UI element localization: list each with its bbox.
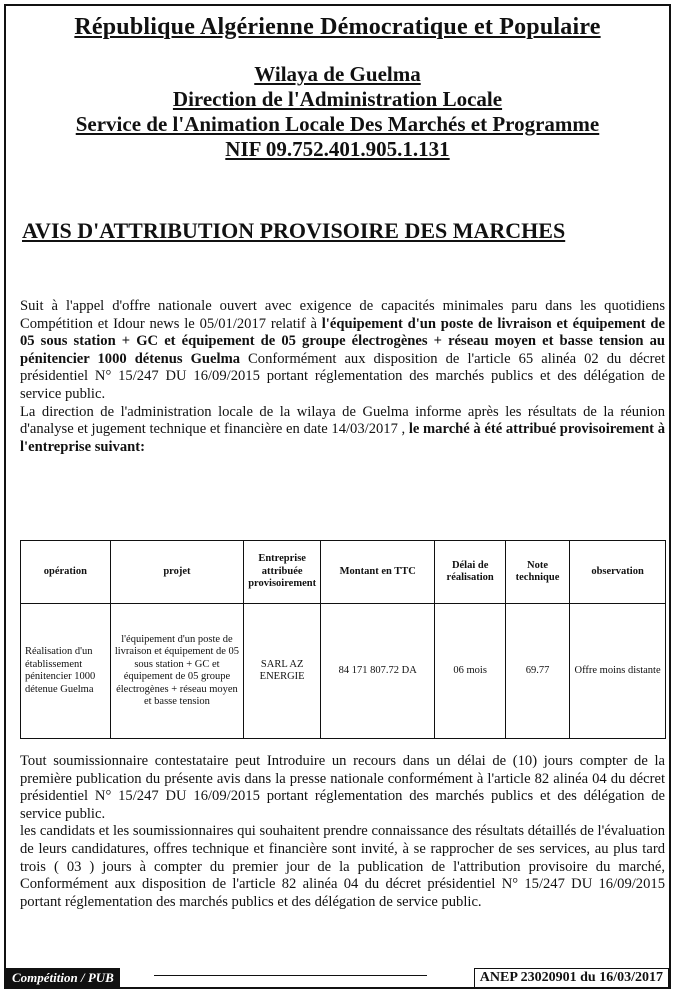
administration-heading [6, 62, 669, 162]
header-montant: Montant en TTC [321, 541, 435, 604]
cell-operation: Réalisation d'un établissement pénitencier 1000 détenue Guelma [21, 604, 111, 739]
header-delai: Délai de réalisation [435, 541, 506, 604]
closing-text [20, 753, 665, 911]
closing-paragraph-2: les candidats et les soumissionnaires qui souhaitent prendre connaissance des résultats détaillés de l'évaluation de leurs candidatures, offres technique et financière sont invité, à se rapprocher de ses services, au plus tard trois ( 03 ) jours à compter du premier jour de la publication de l'attribution provisoire du marché, Conformément aux disposition de l'article 82 alinéa 04 du décret présidentiel N° 15/247 DU 16/09/2015 portant réglementation des marchés publics et des délégation de service public. [20, 823, 665, 910]
closing-paragraph-1: Tout soumissionnaire contestataire peut Introduire un recours dans un délai de (10) jours compter de la première publication du présente avis dans la presse nationale conformément à l'article 82 alinéa 04 du décret présidentiel N° 15/247 DU 16/09/2015 portant réglementation des marchés publics et des délégation de service public. [20, 753, 665, 822]
wilaya-line: Wilaya de Guelma [254, 62, 421, 86]
cell-entreprise: SARL AZ ENERGIE [244, 604, 321, 739]
intro-paragraph-2 [20, 404, 665, 457]
table-header-row [21, 541, 666, 604]
intro-p2-start: La direction de l'administration locale de la wilaya de Guelma informe après les résultats de la réunion d'analyse et jugement technique et financière en date 14/03/2017 , [20, 403, 665, 438]
intro-text [20, 298, 665, 456]
header-projet: projet [110, 541, 244, 604]
table-row [21, 604, 666, 739]
cell-projet: l'équipement d'un poste de livraison et équipement de 05 sous station + GC et équipement de 05 groupe électrogènes + réseau moyen et basse tension [110, 604, 244, 739]
service-line: Service de l'Animation Locale Des Marchés et Programme [75, 112, 600, 136]
cell-delai: 06 mois [435, 604, 506, 739]
header-operation: opération [21, 541, 111, 604]
header-observation: observation [570, 541, 666, 604]
intro-p1-start: Suit à l'appel d'offre nationale ouvert avec exigence de capacités minimales paru dans les quotidiens Compétition et Idour news le 05/01/2017 relatif à [20, 298, 665, 332]
notice-page [4, 4, 671, 989]
publication-label: Compétition / PUB [6, 968, 120, 988]
cell-montant: 84 171 807.72 DA [321, 604, 435, 739]
cell-observation: Offre moins distante [570, 604, 666, 739]
intro-paragraph-1 [20, 298, 665, 404]
footer-divider [154, 975, 427, 976]
nif-line: NIF 09.752.401.905.1.131 [225, 137, 450, 161]
intro-p1-subject: l'équipement d'un poste de livraison et équipement de 05 sous station + GC et équipement de 05 groupe électrogènes + réseau moyen et basse tension au pénitencier 1000 détenus Guelma [20, 315, 665, 367]
cell-note: 69.77 [505, 604, 569, 739]
attribution-table [20, 540, 666, 739]
header-note: Note technique [505, 541, 569, 604]
intro-p2-end: le marché à été attribué provisoirement à l'entreprise suivant: [20, 421, 665, 455]
republic-heading: République Algérienne Démocratique et Populaire [74, 14, 601, 40]
notice-title: AVIS D'ATTRIBUTION PROVISOIRE DES MARCHES [22, 218, 566, 243]
direction-line: Direction de l'Administration Locale [172, 87, 503, 111]
anep-reference: ANEP 23020901 du 16/03/2017 [474, 968, 669, 988]
intro-p1-end: Conformément aux disposition de l'article 65 alinéa 02 du décret présidentiel N° 15/247 DU 16/09/2015 portant réglementation des marchés publics et des délégation de service public. [20, 350, 666, 402]
header-entreprise: Entreprise attribuée provisoirement [244, 541, 321, 604]
